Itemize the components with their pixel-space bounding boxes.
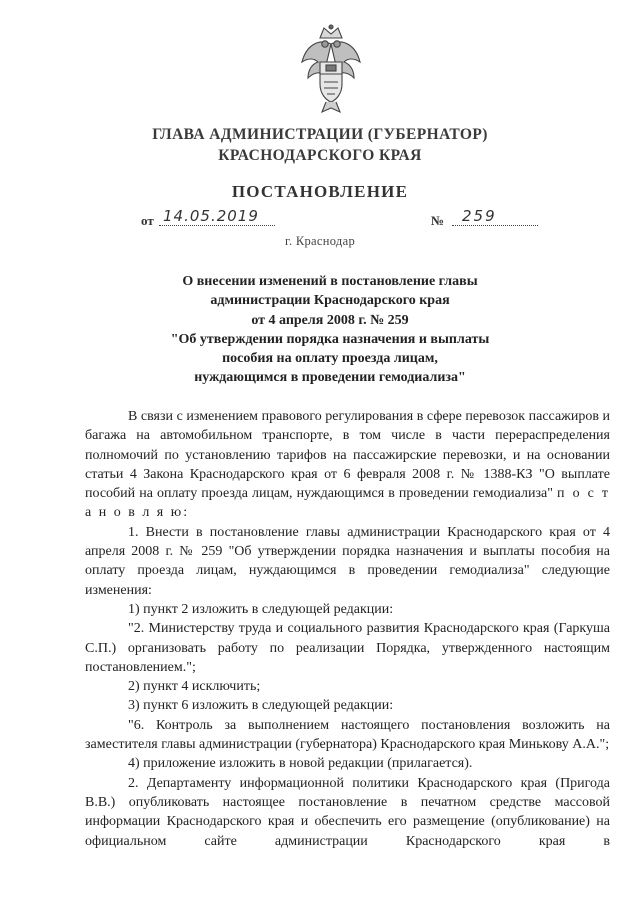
item-1-3-text-paragraph: "6. Контроль за выполнением настоящего постановления возложить на заместителя главы администрации (губернатора) Краснодарского края Минькову А.А.";	[85, 717, 610, 753]
authority-title-line2: КРАСНОДАРСКОГО КРАЯ	[218, 147, 422, 164]
city-name: г. Краснодар	[285, 234, 355, 248]
item-1-3-paragraph: 3) пункт 6 изложить в следующей редакции:	[128, 698, 394, 714]
item-1-1-paragraph: 1) пункт 2 изложить в следующей редакции:	[128, 601, 394, 617]
title-line: "Об утверждении порядка назначения и выплаты	[170, 331, 490, 347]
resolve-word: п о с т а н о в л я ю:	[85, 486, 611, 521]
item-1-1-text-paragraph: "2. Министерству труда и социального развития Краснодарского края (Гаркуша С.П.) организовать работу по реализации Порядка, утвержденного настоящим постановлением.";	[85, 621, 610, 675]
title-line: от 4 апреля 2008 г. № 259	[251, 312, 409, 328]
title-line: нуждающимся в проведении гемодиализа"	[194, 370, 466, 386]
number-prefix: №	[431, 213, 445, 228]
title-line: О внесении изменений в постановление главы	[182, 274, 478, 289]
title-line: администрации Краснодарского края	[210, 293, 450, 309]
krasnodar-coat-of-arms-emblem	[296, 22, 366, 114]
date-prefix: от	[141, 213, 154, 228]
item-1-paragraph: 1. Внести в постановление главы администрации Краснодарского края от 4 апреля 2008 г. № 259 "Об утверждении порядка назначения и выплаты пособия на оплату проезда лицам, нуждающимся в проведении гемодиализа" следующие изменения:	[85, 524, 610, 598]
document-type-heading: ПОСТАНОВЛЕНИЕ	[231, 182, 409, 201]
item-1-4-paragraph: 4) приложение изложить в новой редакции (прилагается).	[128, 756, 473, 772]
preamble-paragraph	[85, 407, 610, 523]
document-number: 259	[452, 207, 538, 226]
document-title	[120, 272, 540, 388]
item-2-paragraph: 2. Департаменту информационной политики Краснодарского края (Пригода В.В.) опубликовать настоящее постановление в печатном средстве массовой информации Краснодарского края и обеспечить его размещение (опубликование) на официальном сайте администрации Краснодарского края в	[85, 775, 610, 849]
title-line: пособия на оплату проезда лицам,	[222, 351, 438, 367]
document-date: 14.05.2019	[159, 207, 275, 226]
document-body	[85, 407, 610, 851]
item-1-2-paragraph: 2) пункт 4 исключить;	[128, 679, 261, 695]
preamble-text: В связи с изменением правового регулирования в сфере перевозок пассажиров и багажа на автомобильном транспорте, в том числе в части перераспределения полномочий по установлению тарифов на пассажирские перевозки, и на основании статьи 4 Закона Краснодарского края от 6 февраля 2008 г. № 1388-КЗ "О выплате пособий на оплату проезда лицам, нуждающимся в проведении гемодиализа"	[85, 409, 610, 502]
date-number-line	[0, 207, 640, 233]
authority-title-line1: ГЛАВА АДМИНИСТРАЦИИ (ГУБЕРНАТОР)	[152, 126, 488, 143]
